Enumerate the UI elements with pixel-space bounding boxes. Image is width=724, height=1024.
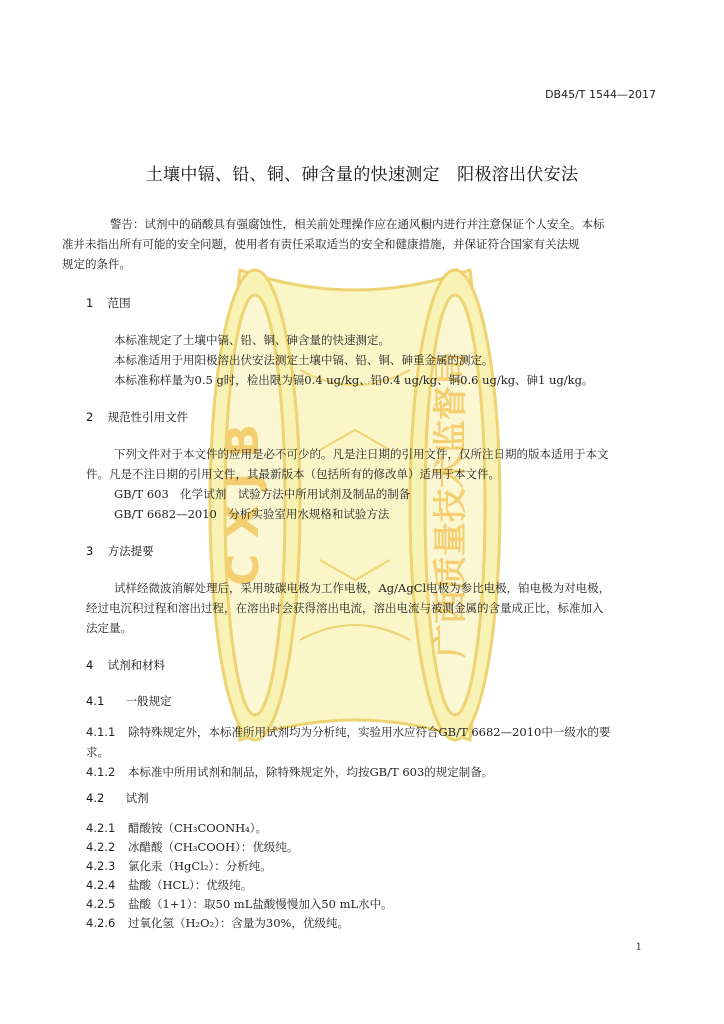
clause-number: 4.1.1	[86, 725, 116, 739]
clause-4-2-1	[86, 818, 267, 838]
section-number: 1	[86, 296, 94, 310]
clause-number: 4.2.2	[86, 840, 116, 854]
method-line: 经过电沉积过程和溶出过程，在溶出时会获得溶出电流，溶出电流与被测金属的含量成正比，标准加入	[86, 601, 604, 615]
clause-4-2-4	[86, 875, 252, 895]
clause-4-1-1	[86, 722, 610, 742]
method-line: 试样经微波消解处理后，采用玻碳电极为工作电极，Ag/AgCl电极为参比电极，铂电极为对电极，	[114, 581, 611, 595]
subsection-heading-4-2	[86, 790, 149, 806]
scope-line: 本标准称样量为0.5 g时，检出限为镉0.4 ug/kg、铅0.4 ug/kg、铜0.6 ug/kg、砷1 ug/kg。	[114, 373, 594, 387]
section-title: 规范性引用文件	[107, 410, 189, 424]
section-heading-2	[86, 409, 188, 425]
subsection-number: 4.2	[86, 791, 105, 805]
section-number: 3	[86, 544, 94, 558]
clause-text: 冰醋酸（CH₃COOH）：优级纯。	[128, 840, 299, 854]
reference-item: GB/T 6682—2010 分析实验室用水规格和试验方法	[114, 507, 390, 521]
clause-number: 4.2.6	[86, 916, 116, 930]
clause-continuation: 求。	[86, 745, 109, 759]
clause-text: 氯化汞（HgCl₂）：分析纯。	[128, 859, 272, 873]
subsection-heading-4-1	[86, 693, 172, 709]
clause-text: 醋酸铵（CH₃COONH₄）。	[128, 821, 268, 835]
warning-line: 规定的条件。	[62, 257, 131, 271]
document-title: 土壤中镉、铅、铜、砷含量的快速测定 阳极溶出伏安法	[145, 165, 579, 185]
watermark-right-text: 广西质量技术监督局	[431, 352, 471, 658]
clause-number: 4.2.4	[86, 878, 116, 892]
clause-number: 4.2.1	[86, 821, 116, 835]
clause-text: 除特殊规定外，本标准所用试剂均为分析纯，实验用水应符合GB/T 6682—2010中一级水的要	[128, 725, 611, 739]
section-title: 方法提要	[107, 544, 154, 558]
clause-number: 4.2.5	[86, 897, 116, 911]
clause-text: 盐酸（1+1）：取50 mL盐酸慢慢加入50 mL水中。	[128, 897, 393, 911]
reference-intro-line: 件。凡是不注日期的引用文件，其最新版本（包括所有的修改单）适用于本文件。	[86, 467, 500, 481]
reference-item: GB/T 603 化学试剂 试验方法中所用试剂及制品的制备	[114, 487, 411, 501]
clause-4-1-2	[86, 762, 493, 782]
warning-line: 警告：试剂中的硝酸具有强腐蚀性，相关前处理操作应在通风橱内进行并注意保证个人安全。本标	[110, 217, 605, 231]
clause-text: 过氧化氢（H₂O₂）：含量为30%，优级纯。	[128, 916, 349, 930]
clause-4-2-5	[86, 894, 393, 914]
clause-text: 本标准中所用试剂和制品，除特殊规定外，均按GB/T 603的规定制备。	[128, 765, 494, 779]
section-heading-4	[86, 657, 165, 673]
clause-4-2-3	[86, 856, 272, 876]
standard-code: DB45/T 1544—2017	[545, 88, 656, 101]
section-heading-1	[86, 295, 131, 311]
scope-line: 本标准规定了土壤中镉、铅、铜、砷含量的快速测定。	[114, 333, 390, 347]
subsection-number: 4.1	[86, 694, 105, 708]
clause-text: 盐酸（HCL）：优级纯。	[128, 878, 253, 892]
watermark-left-text: C X J B	[218, 423, 269, 587]
method-line: 法定量。	[86, 621, 132, 635]
subsection-title: 试剂	[125, 791, 149, 805]
clause-number: 4.1.2	[86, 765, 116, 779]
section-title: 范围	[107, 296, 131, 310]
reference-intro-line: 下列文件对于本文件的应用是必不可少的。凡是注日期的引用文件，仅所注日期的版本适用于本文	[114, 447, 609, 461]
section-number: 2	[86, 410, 94, 424]
subsection-title: 一般规定	[125, 694, 172, 708]
section-heading-3	[86, 543, 154, 559]
section-title: 试剂和材料	[107, 658, 166, 672]
clause-4-2-2	[86, 837, 298, 857]
clause-4-2-6	[86, 913, 349, 933]
warning-line: 准并未指出所有可能的安全问题，使用者有责任采取适当的安全和健康措施，并保证符合国家有关法规	[62, 237, 580, 251]
section-number: 4	[86, 658, 94, 672]
scope-line: 本标准适用于用阳极溶出伏安法测定土壤中镉、铅、铜、砷重金属的测定。	[114, 353, 494, 367]
page-number: 1	[635, 942, 642, 953]
warning-paragraph	[62, 214, 660, 274]
clause-number: 4.2.3	[86, 859, 116, 873]
